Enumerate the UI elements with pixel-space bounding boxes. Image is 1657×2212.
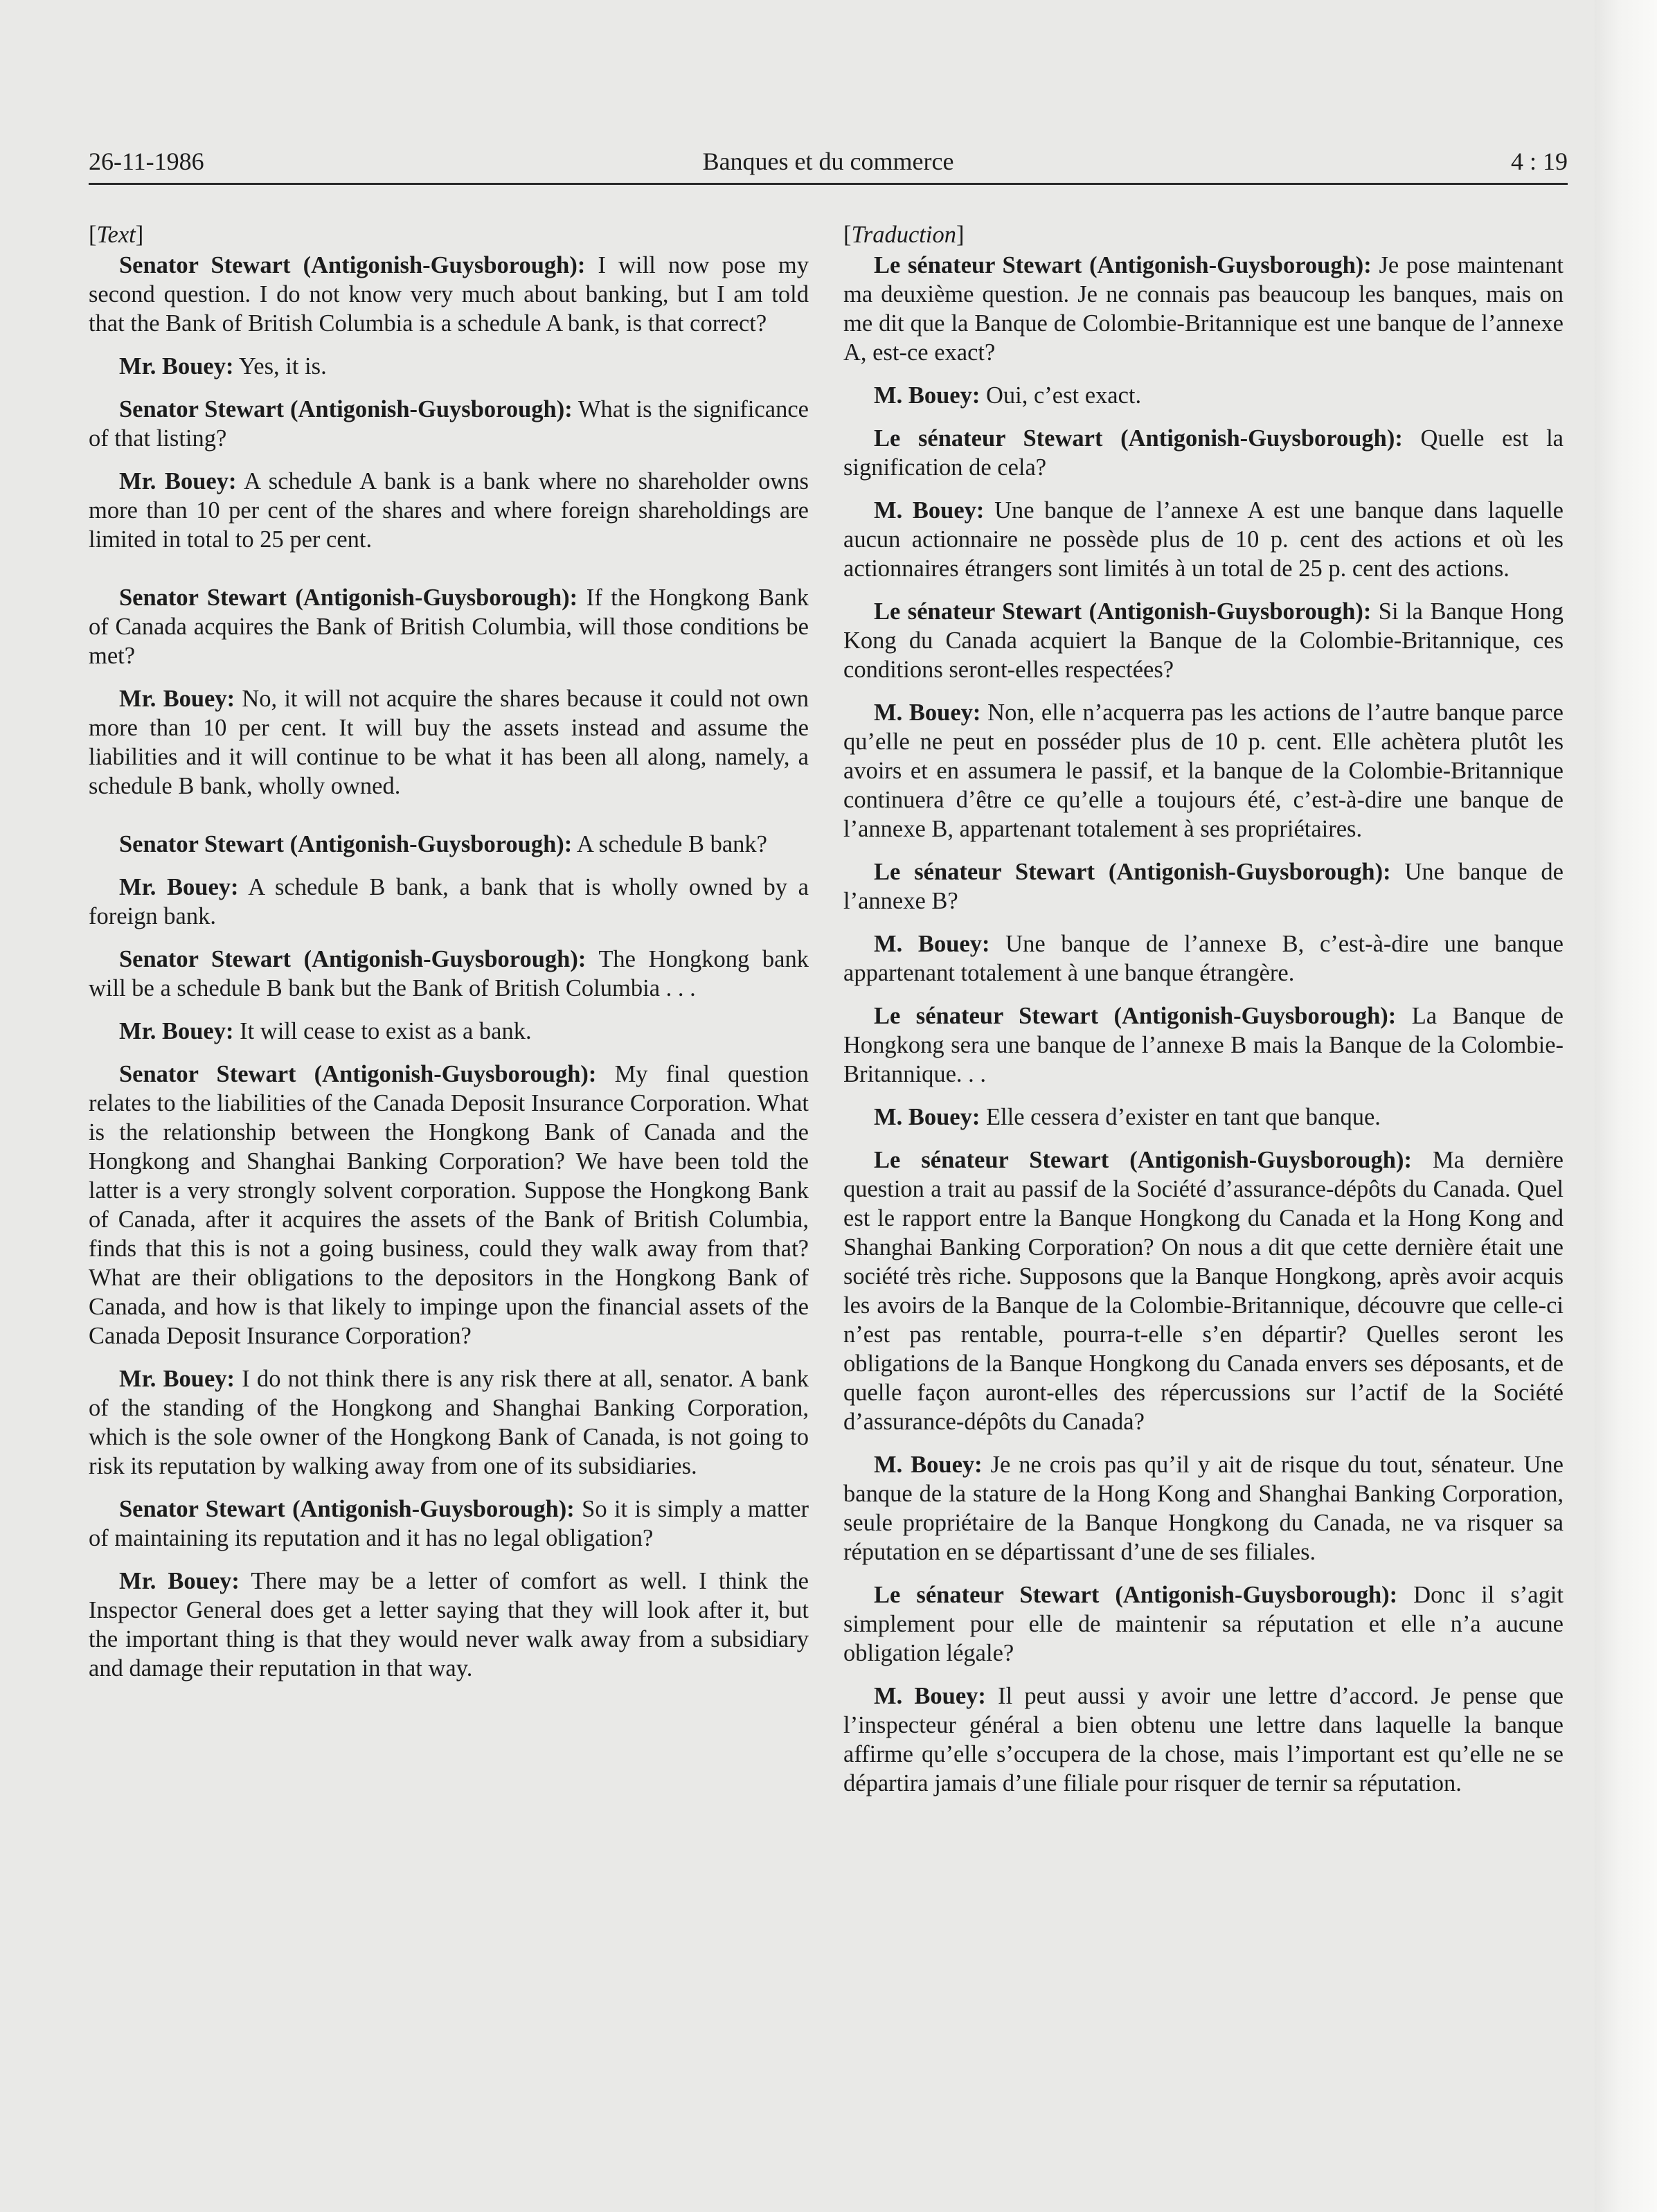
transcript-paragraph bbox=[843, 1145, 1564, 1436]
speaker: M. Bouey: bbox=[874, 382, 980, 409]
speaker: Senator Stewart (Antigonish-Guysborough): bbox=[119, 1061, 597, 1087]
utterance: A schedule A bank is a bank where no shareholder owns more than 10 per cent of the shares and where foreign shareholdings are limited in total to 25 per cent. bbox=[89, 468, 809, 553]
utterance: My final question relates to the liabilities of the Canada Deposit Insurance Corporation. What is the relationship between the Hongkong Bank of Canada and the Hongkong and Shanghai Banking Corporation? We have been told the latter is a very strongly solvent corporation. Suppose the Hongkong Bank of Canada, after it acquires the assets of the Bank of British Columbia, finds that this is not a going business, could they walk away from that? What are their obligations to the depositors in the Hongkong Bank of Canada, and how is that likely to impinge upon the financial assets of the Canada Deposit Insurance Corporation? bbox=[89, 1061, 809, 1349]
utterance: Je pose maintenant ma deuxième question. Je ne connais pas beaucoup les banques, mais on me dit que la Banque de Colombie-Britannique est une banque de l’annexe A, est-ce exact? bbox=[843, 252, 1564, 366]
transcript-paragraph bbox=[843, 251, 1564, 367]
transcript-paragraph bbox=[89, 684, 809, 801]
transcript-paragraph bbox=[89, 352, 809, 381]
running-header bbox=[89, 147, 1568, 183]
utterance: A schedule B bank? bbox=[572, 831, 767, 857]
speaker: Senator Stewart (Antigonish-Guysborough): bbox=[119, 831, 573, 857]
column-label: [Text] bbox=[89, 222, 144, 248]
speaker: Mr. Bouey: bbox=[119, 1568, 240, 1594]
utterance: Quelle est la signification de cela? bbox=[843, 425, 1564, 481]
utterance: La Banque de Hongkong sera une banque de l’annexe B mais la Banque de la Colombie-Britannique. . . bbox=[843, 1003, 1564, 1087]
speaker: M. Bouey: bbox=[874, 497, 985, 524]
speaker: Le sénateur Stewart (Antigonish-Guysborough): bbox=[874, 1147, 1412, 1173]
transcript-paragraph bbox=[89, 1017, 809, 1046]
transcript-paragraph bbox=[89, 583, 809, 670]
transcript-paragraph bbox=[89, 1060, 809, 1350]
utterance: There may be a letter of comfort as well. I think the Inspector General does get a letter saying that they will look after it, but the important thing is that they would never walk away from a subsidiary and damage their reputation in that way. bbox=[89, 1568, 809, 1682]
transcript-paragraph bbox=[843, 1580, 1564, 1668]
utterance: I will now pose my second question. I do not know very much about banking, but I am told that the Bank of British Columbia is a schedule A bank, is that correct? bbox=[89, 252, 809, 337]
transcript-paragraph bbox=[89, 395, 809, 453]
transcript-paragraph bbox=[843, 424, 1564, 482]
speaker: Le sénateur Stewart (Antigonish-Guysborough): bbox=[874, 859, 1391, 885]
speaker: Mr. Bouey: bbox=[119, 468, 237, 494]
speaker: Mr. Bouey: bbox=[119, 874, 239, 900]
speaker: Mr. Bouey: bbox=[119, 1018, 234, 1044]
speaker: Le sénateur Stewart (Antigonish-Guysborough): bbox=[874, 1582, 1398, 1608]
speaker: M. Bouey: bbox=[874, 931, 990, 957]
speaker: M. Bouey: bbox=[874, 699, 981, 726]
header-page-number: 4 : 19 bbox=[1510, 148, 1568, 175]
utterance: Une banque de l’annexe B, c’est-à-dire une banque appartenant totalement à une banque étrangère. bbox=[843, 931, 1564, 986]
speaker: M. Bouey: bbox=[874, 1452, 983, 1478]
utterance: Oui, c’est exact. bbox=[980, 382, 1142, 409]
transcript-paragraph bbox=[843, 1103, 1564, 1132]
transcript-paragraph bbox=[843, 1450, 1564, 1567]
transcript-paragraph bbox=[89, 467, 809, 554]
utterance: The Hongkong bank will be a schedule B bank but the Bank of British Columbia . . . bbox=[89, 946, 809, 1001]
transcript-paragraph bbox=[89, 251, 809, 338]
header-date: 26-11-1986 bbox=[89, 148, 204, 175]
column-label: [Traduction] bbox=[843, 222, 965, 248]
transcript-paragraph bbox=[843, 698, 1564, 844]
english-column bbox=[89, 220, 809, 1697]
utterance: Ma dernière question a trait au passif de la Société d’assurance-dépôts du Canada. Quel est le rapport entre la Banque Hongkong du Canada et la Hong Kong and Shanghai Banking Corporation? On nous a dit que cette dernière était une société très riche. Supposons que la Banque Hongkong, après avoir acquis les avoirs de la Banque de la Colombie-Britannique, découvre que celle-ci n’est pas rentable, pourra-t-elle s’en départir? Quelles seront les obligations de la Banque Hongkong du Canada envers ses déposants, et de quelle façon auront-elles des répercussions sur l’actif de la Société d’assurance-dépôts du Canada? bbox=[843, 1147, 1564, 1435]
speaker: M. Bouey: bbox=[874, 1683, 986, 1709]
transcript-paragraph bbox=[843, 929, 1564, 988]
transcript-paragraph bbox=[89, 945, 809, 1003]
speaker: M. Bouey: bbox=[874, 1104, 980, 1130]
transcript-paragraph bbox=[843, 597, 1564, 684]
page-edge-shadow bbox=[1595, 0, 1657, 2212]
utterance: Si la Banque Hong Kong du Canada acquiert la Banque de la Colombie-Britannique, ces conditions seront-elles respectées? bbox=[843, 598, 1564, 683]
speaker: Senator Stewart (Antigonish-Guysborough): bbox=[119, 252, 586, 278]
utterance: Je ne crois pas qu’il y ait de risque du tout, sénateur. Une banque de la stature de la Hong Kong and Shanghai Banking Corporation, seule propriétaire de la Banque Hongkong du Canada, ne va risquer sa réputation en se départissant d’une de ses filiales. bbox=[843, 1452, 1564, 1565]
speaker: Le sénateur Stewart (Antigonish-Guysborough): bbox=[874, 598, 1372, 625]
transcript-paragraph bbox=[89, 1364, 809, 1481]
utterance: If the Hongkong Bank of Canada acquires the Bank of British Columbia, will those conditions be met? bbox=[89, 585, 809, 669]
transcript-paragraph bbox=[843, 1682, 1564, 1798]
speaker: Mr. Bouey: bbox=[119, 686, 235, 712]
transcript-paragraph bbox=[89, 1495, 809, 1553]
transcript-paragraph bbox=[843, 381, 1564, 410]
transcript-paragraph bbox=[89, 873, 809, 931]
utterance: Il peut aussi y avoir une lettre d’accord. Je pense que l’inspecteur général a bien obtenu une lettre dans laquelle la banque affirme qu’elle s’occupera de la chose, mais l’important est qu’elle ne se départira jamais d’une filiale pour risquer de ternir sa réputation. bbox=[843, 1683, 1564, 1796]
speaker: Le sénateur Stewart (Antigonish-Guysborough): bbox=[874, 1003, 1397, 1029]
utterance: Une banque de l’annexe A est une banque dans laquelle aucun actionnaire ne possède plus de 10 p. cent des actions et où les actionnaires étrangers sont limités à un total de 25 p. cent des actions. bbox=[843, 497, 1564, 582]
transcript-paragraph bbox=[89, 830, 809, 859]
speaker: Senator Stewart (Antigonish-Guysborough): bbox=[119, 946, 586, 972]
utterance: Yes, it is. bbox=[233, 353, 327, 380]
utterance: I do not think there is any risk there at all, senator. A bank of the standing of the Hongkong and Shanghai Banking Corporation, which is the sole owner of the Hongkong Bank of Canada, is not going to risk its reputation by walking away from one of its subsidiaries. bbox=[89, 1366, 809, 1479]
speaker: Senator Stewart (Antigonish-Guysborough): bbox=[119, 1496, 575, 1522]
speaker: Le sénateur Stewart (Antigonish-Guysborough): bbox=[874, 252, 1372, 278]
utterance: It will cease to exist as a bank. bbox=[233, 1018, 532, 1044]
transcript-paragraph bbox=[89, 1567, 809, 1683]
speaker: Mr. Bouey: bbox=[119, 353, 234, 380]
utterance: No, it will not acquire the shares because it could not own more than 10 per cent. It will buy the assets instead and assume the liabilities and it will continue to be what it has been all along, namely, a schedule B bank, wholly owned. bbox=[89, 686, 809, 799]
utterance: Elle cessera d’exister en tant que banque. bbox=[980, 1104, 1381, 1130]
utterance: Donc il s’agit simplement pour elle de maintenir sa réputation et elle n’a aucune obligation légale? bbox=[843, 1582, 1564, 1666]
utterance: So it is simply a matter of maintaining its reputation and it has no legal obligation? bbox=[89, 1496, 809, 1551]
transcript-paragraph bbox=[843, 857, 1564, 916]
header-title: Banques et du commerce bbox=[702, 148, 954, 175]
utterance: What is the significance of that listing? bbox=[89, 396, 809, 452]
speaker: Senator Stewart (Antigonish-Guysborough): bbox=[119, 396, 573, 422]
utterance: Non, elle n’acquerra pas les actions de l’autre banque parce qu’elle ne peut en posséder plus de 10 p. cent. Elle achètera plutôt les avoirs et en assumera le passif, et la banque de la Colombie-Britannique continuera d’être ce qu’elle a toujours été, c’est-à-dire une banque de l’annexe B, appartenant totalement à ses propriétaires. bbox=[843, 699, 1564, 842]
speaker: Senator Stewart (Antigonish-Guysborough): bbox=[119, 585, 578, 611]
header-rule bbox=[89, 183, 1568, 185]
speaker: Mr. Bouey: bbox=[119, 1366, 235, 1392]
french-column bbox=[843, 220, 1564, 1812]
transcript-paragraph bbox=[843, 496, 1564, 583]
utterance: A schedule B bank, a bank that is wholly owned by a foreign bank. bbox=[89, 874, 809, 929]
speaker: Le sénateur Stewart (Antigonish-Guysborough): bbox=[874, 425, 1403, 452]
utterance: Une banque de l’annexe B? bbox=[843, 859, 1564, 914]
transcript-paragraph bbox=[843, 1001, 1564, 1089]
